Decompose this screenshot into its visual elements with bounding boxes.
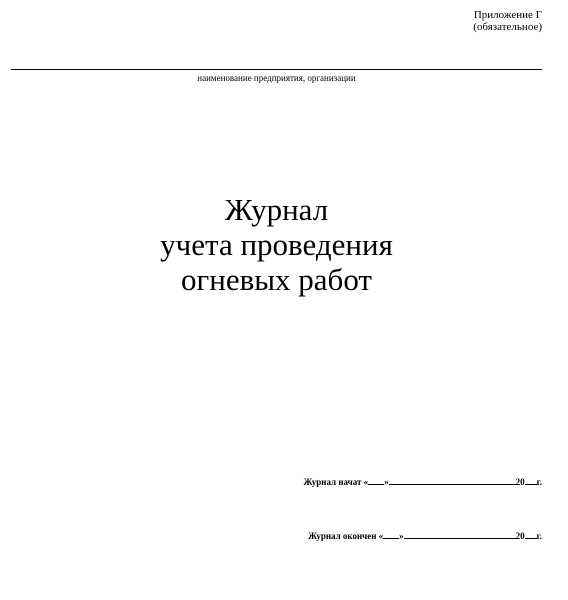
title-line-3: огневых работ (181, 262, 372, 297)
organization-name-line (11, 69, 542, 70)
journal-start-line (304, 476, 542, 488)
title-line-2: учета проведения (160, 227, 393, 262)
journal-start-day-blank (368, 476, 384, 485)
journal-start-label: Журнал начат (303, 477, 362, 487)
title-line-1: Журнал (224, 192, 329, 227)
journal-end-year-suffix: г. (536, 531, 542, 541)
journal-start-open-quote: « (363, 477, 369, 487)
journal-start-month-blank (389, 476, 516, 485)
journal-end-line (308, 530, 542, 542)
appendix-title: Приложение Г (473, 9, 542, 21)
journal-end-month-blank (404, 530, 516, 539)
journal-end-label: Журнал окончен (308, 531, 377, 541)
organization-caption: наименование предприятия, организации (197, 73, 356, 83)
appendix-status: (обязательное) (473, 21, 542, 33)
journal-start-year-suffix: г. (536, 477, 542, 487)
page-title (0, 192, 553, 297)
appendix-note (473, 9, 542, 33)
journal-end-century: 20 (515, 531, 525, 541)
journal-end-open-quote: « (378, 531, 384, 541)
journal-start-year-blank (525, 476, 537, 485)
journal-start-close-quote: » (384, 477, 389, 487)
journal-end-day-blank (383, 530, 399, 539)
journal-end-close-quote: » (399, 531, 404, 541)
journal-end-year-blank (525, 530, 537, 539)
journal-start-century: 20 (515, 477, 525, 487)
